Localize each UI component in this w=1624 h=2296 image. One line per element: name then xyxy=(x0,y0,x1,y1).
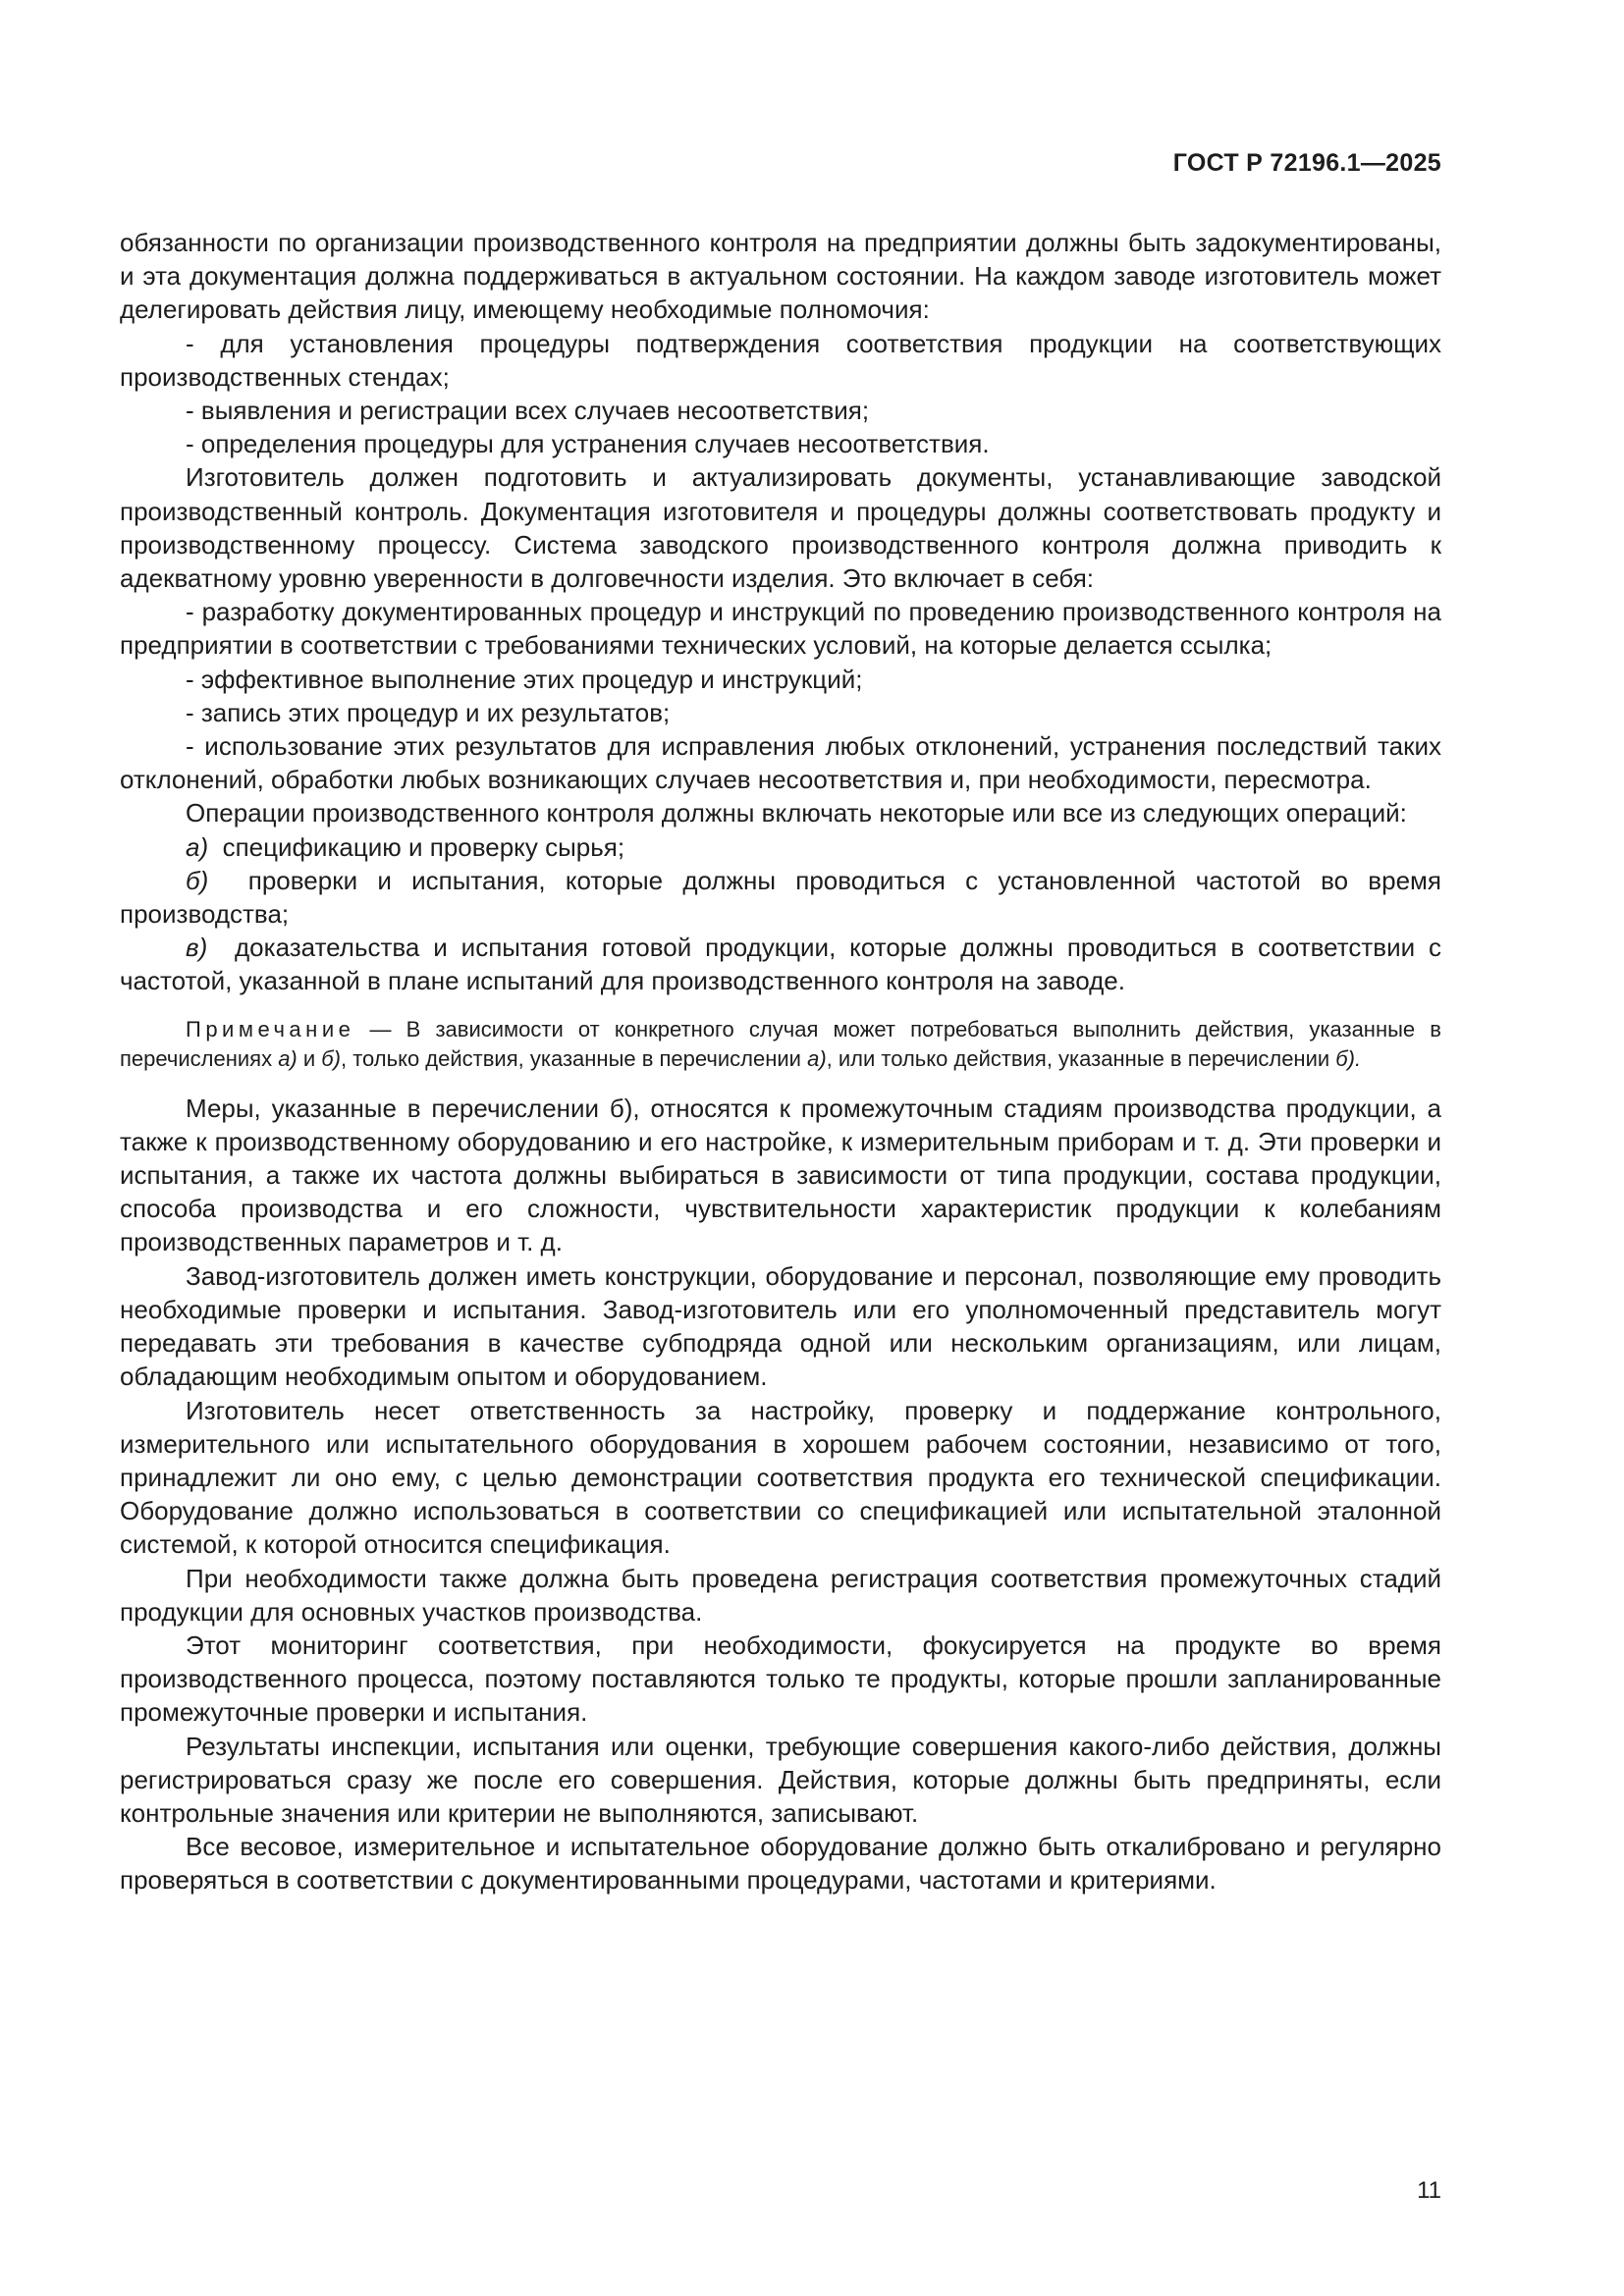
paragraph: Этот мониторинг соответствия, при необходимости, фокусируется на продукте во время производственного процесса, поэтому поставляются только те продукты, которые прошли запланированные промежуточные проверки и испытания. xyxy=(120,1629,1441,1728)
list-item: - эффективное выполнение этих процедур и инструкций; xyxy=(186,664,863,694)
list-item: - определения процедуры для устранения случаев несоответствия. xyxy=(186,429,990,459)
paragraph: Изготовитель несет ответственность за настройку, проверку и поддержание контрольного, измерительного или испытательного оборудования в хорошем рабочем состоянии, независимо от того, принадлежит ли оно ему, с целью демонстрации соответствия продукта его технической спецификации. Оборудование должно использоваться в соответствии со спецификацией или испытательной эталонной системой, к которой относится спецификация. xyxy=(120,1395,1441,1560)
paragraph: Изготовитель должен подготовить и актуализировать документы, устанавливающие заводской производственный контроль. Документация изготовителя и процедуры должны соответствовать продукту и производственному процессу. Система заводского производственного контроля должна приводить к адекватному уровню уверенности в долговечности изделия. Это включает в себя: xyxy=(120,462,1441,594)
enum-item-v xyxy=(120,931,1441,997)
note-text: , только действия, указанные в перечислении xyxy=(340,1045,808,1071)
note-ref: б). xyxy=(1335,1045,1362,1071)
paragraph: обязанности по организации производственного контроля на предприятии должны быть задокументированы, и эта документация должна поддерживаться в актуальном состоянии. На каждом заводе изготовитель может делегировать действия лицу, имеющему необходимые полномочия: xyxy=(120,228,1441,325)
list-item: - выявления и регистрации всех случаев несоответствия; xyxy=(186,396,870,426)
standard-code: ГОСТ Р 72196.1—2025 xyxy=(1172,149,1441,177)
enum-item-a xyxy=(120,830,1441,864)
paragraph: При необходимости также должна быть проведена регистрация соответствия промежуточных стадий продукции для основных участков производства. xyxy=(120,1563,1441,1627)
list-item: - использование этих результатов для исправления любых отклонений, устранения последствий таких отклонений, обработки любых возникающих случаев несоответствия и, при необходимости, пересмотра. xyxy=(120,731,1441,795)
note-ref: б) xyxy=(321,1045,341,1071)
paragraph: Операции производственного контроля должны включать некоторые или все из следующих операций: xyxy=(186,798,1407,828)
note-label: Примечание xyxy=(186,1016,355,1041)
note-ref: а) xyxy=(278,1045,298,1071)
enum-marker-v: в) xyxy=(186,933,208,963)
note-text: и xyxy=(297,1045,322,1071)
list-item: - запись этих процедур и их результатов; xyxy=(186,697,671,727)
enum-marker-a: а) xyxy=(186,831,209,862)
page-number: 11 xyxy=(1417,2177,1441,2204)
list-item: - для установления процедуры подтверждения соответствия продукции на соответствующих производственных стендах; xyxy=(120,328,1441,392)
paragraph: Результаты инспекции, испытания или оценки, требующие совершения какого-либо действия, должны регистрироваться сразу же после его совершения. Действия, которые должны быть предприняты, если контрольные значения или критерии не выполняются, записывают. xyxy=(120,1731,1441,1828)
enum-item-b xyxy=(120,864,1441,931)
paragraph: Все весовое, измерительное и испытательное оборудование должно быть откалибровано и регулярно проверяться в соответствии с документированными процедурами, частотами и критериями. xyxy=(120,1832,1441,1896)
note-text: — В зависимости от конкретного случая может потребоваться выполнить действия, указанные в перечислениях xyxy=(120,1016,1441,1071)
enum-text-a: спецификацию и проверку сырья; xyxy=(222,831,625,862)
list-item: - разработку документированных процедур и инструкций по проведению производственного контроля на предприятии в соответствии с требованиями технических условий, на которые делается ссылка; xyxy=(120,597,1441,661)
enum-text-v: доказательства и испытания готовой продукции, которые должны проводиться в соответствии с частотой, указанной в плане испытаний для производственного контроля на заводе. xyxy=(120,933,1441,996)
note-ref: а) xyxy=(807,1045,827,1071)
paragraph: Завод-изготовитель должен иметь конструкции, оборудование и персонал, позволяющие ему проводить необходимые проверки и испытания. Завод-изготовитель или его уполномоченный представитель могут передавать эти требования в качестве субподряда одной или нескольким организациям, или лицам, обладающим необходимым опытом и оборудованием. xyxy=(120,1260,1441,1392)
note xyxy=(120,1015,1441,1074)
enum-marker-b: б) xyxy=(186,865,209,895)
document-body xyxy=(120,226,1441,1897)
enum-text-b: проверки и испытания, которые должны проводиться с установленной частотой во время производства; xyxy=(120,865,1441,930)
note-text: , или только действия, указанные в перечислении xyxy=(826,1045,1336,1071)
paragraph: Меры, указанные в перечислении б), относятся к промежуточным стадиям производства продукции, а также к производственному оборудованию и его настройке, к измерительным приборам и т. д. Эти проверки и испытания, а также их частота должны выбираться в зависимости от типа продукции, состава продукции, способа производства и его сложности, чувствительности характеристик продукции к колебаниям производственных параметров и т. д. xyxy=(120,1093,1441,1257)
